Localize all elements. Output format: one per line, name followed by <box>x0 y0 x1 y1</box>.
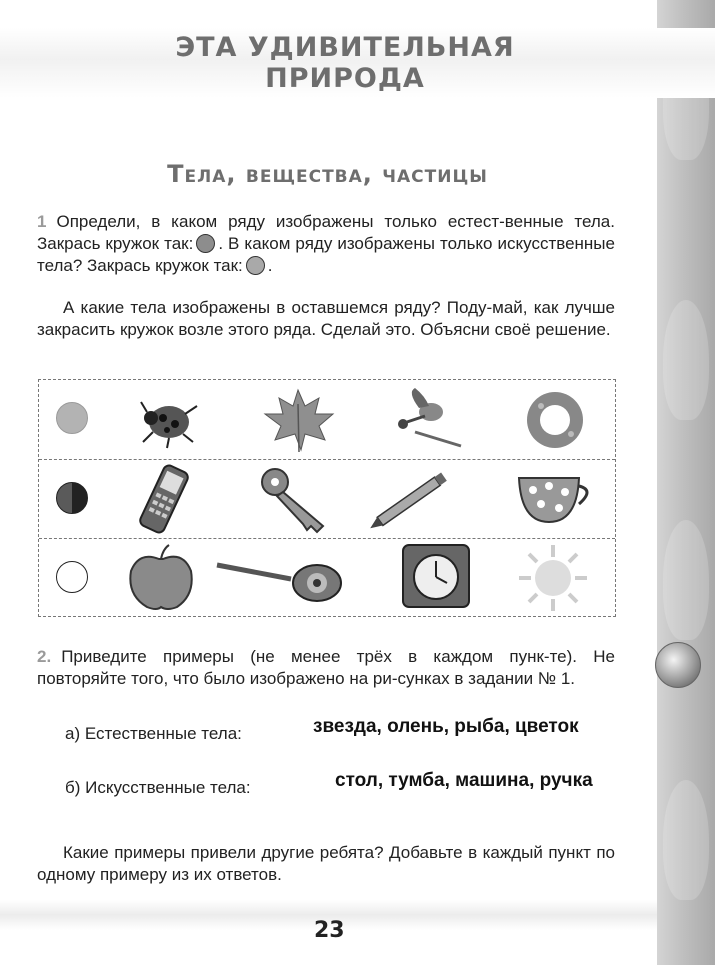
task2-extra-text: Какие примеры привели другие ребята? Добавьте в каждый пункт по одному примеру из их ответов. <box>37 843 615 884</box>
answer-line-artificial: б) Искусственные тела: <box>65 778 251 797</box>
task2-extra-paragraph <box>37 842 615 886</box>
answer-artificial-bodies[interactable]: стол, тумба, машина, ручка <box>335 770 593 791</box>
row-marker-circle[interactable] <box>56 402 88 434</box>
bird-icon <box>385 384 475 454</box>
leaf-pattern-icon <box>663 520 709 640</box>
chapter-title-line1: ЭТА УДИВИТЕЛЬНАЯ <box>175 32 515 63</box>
row-marker-circle[interactable] <box>56 482 88 514</box>
mobile-phone-icon <box>119 464 209 534</box>
answer-natural-bodies[interactable]: звезда, олень, рыба, цветок <box>313 716 579 737</box>
leaf-pattern-icon <box>663 780 709 900</box>
picture-row-natural <box>39 380 615 459</box>
task2-paragraph <box>37 646 615 690</box>
decorative-side-strip <box>657 0 715 965</box>
maple-leaf-icon <box>253 384 343 454</box>
sun-icon <box>509 543 599 613</box>
grey-circle-icon <box>246 256 265 275</box>
grey-circle-icon <box>196 234 215 253</box>
row-marker-circle[interactable] <box>56 561 88 593</box>
page-number: 23 <box>314 918 345 943</box>
picture-row-artificial <box>39 459 615 538</box>
cup-icon <box>509 464 599 534</box>
task1-paragraph2 <box>37 297 615 341</box>
chapter-header <box>90 32 600 94</box>
section-title: Тела, вещества, частицы <box>167 160 488 188</box>
task1-paragraph1 <box>37 211 615 277</box>
globe-icon <box>655 642 701 688</box>
pencil-icon <box>367 464 457 534</box>
task1-text-c: . <box>267 256 273 275</box>
alarm-clock-icon <box>391 543 481 613</box>
ladybug-icon <box>123 384 213 454</box>
chapter-title-line2: ПРИРОДА <box>265 63 425 94</box>
task1-number: 1 <box>37 212 47 231</box>
task2-number: 2. <box>37 647 52 666</box>
apple-icon <box>119 543 209 613</box>
task1-text-p2: А какие тела изображены в оставшемся ряду? Поду-май, как лучше закрасить кружок возле этого ряда. Сделай это. Объясни своё решение. <box>37 298 615 339</box>
task2-text: Приведите примеры (не менее трёх в каждом пунк-те). Не повторяйте того, что было изображено на ри-сунках в задании № 1. <box>37 647 615 688</box>
stone-ring-icon <box>511 384 601 454</box>
task1-text-b: . В каком ряду изображены только искусственные тела? Закрась кружок так: <box>37 234 615 275</box>
wooden-spoon-icon <box>213 543 303 613</box>
key-icon <box>245 464 335 534</box>
leaf-pattern-icon <box>663 300 709 420</box>
task1-text-a: Определи, в каком ряду изображены только естест-венные тела. Закрась кружок так: <box>37 212 615 253</box>
picture-grid <box>38 379 616 617</box>
answer-line-natural: а) Естественные тела: <box>65 724 242 743</box>
picture-row-mixed <box>39 538 615 617</box>
